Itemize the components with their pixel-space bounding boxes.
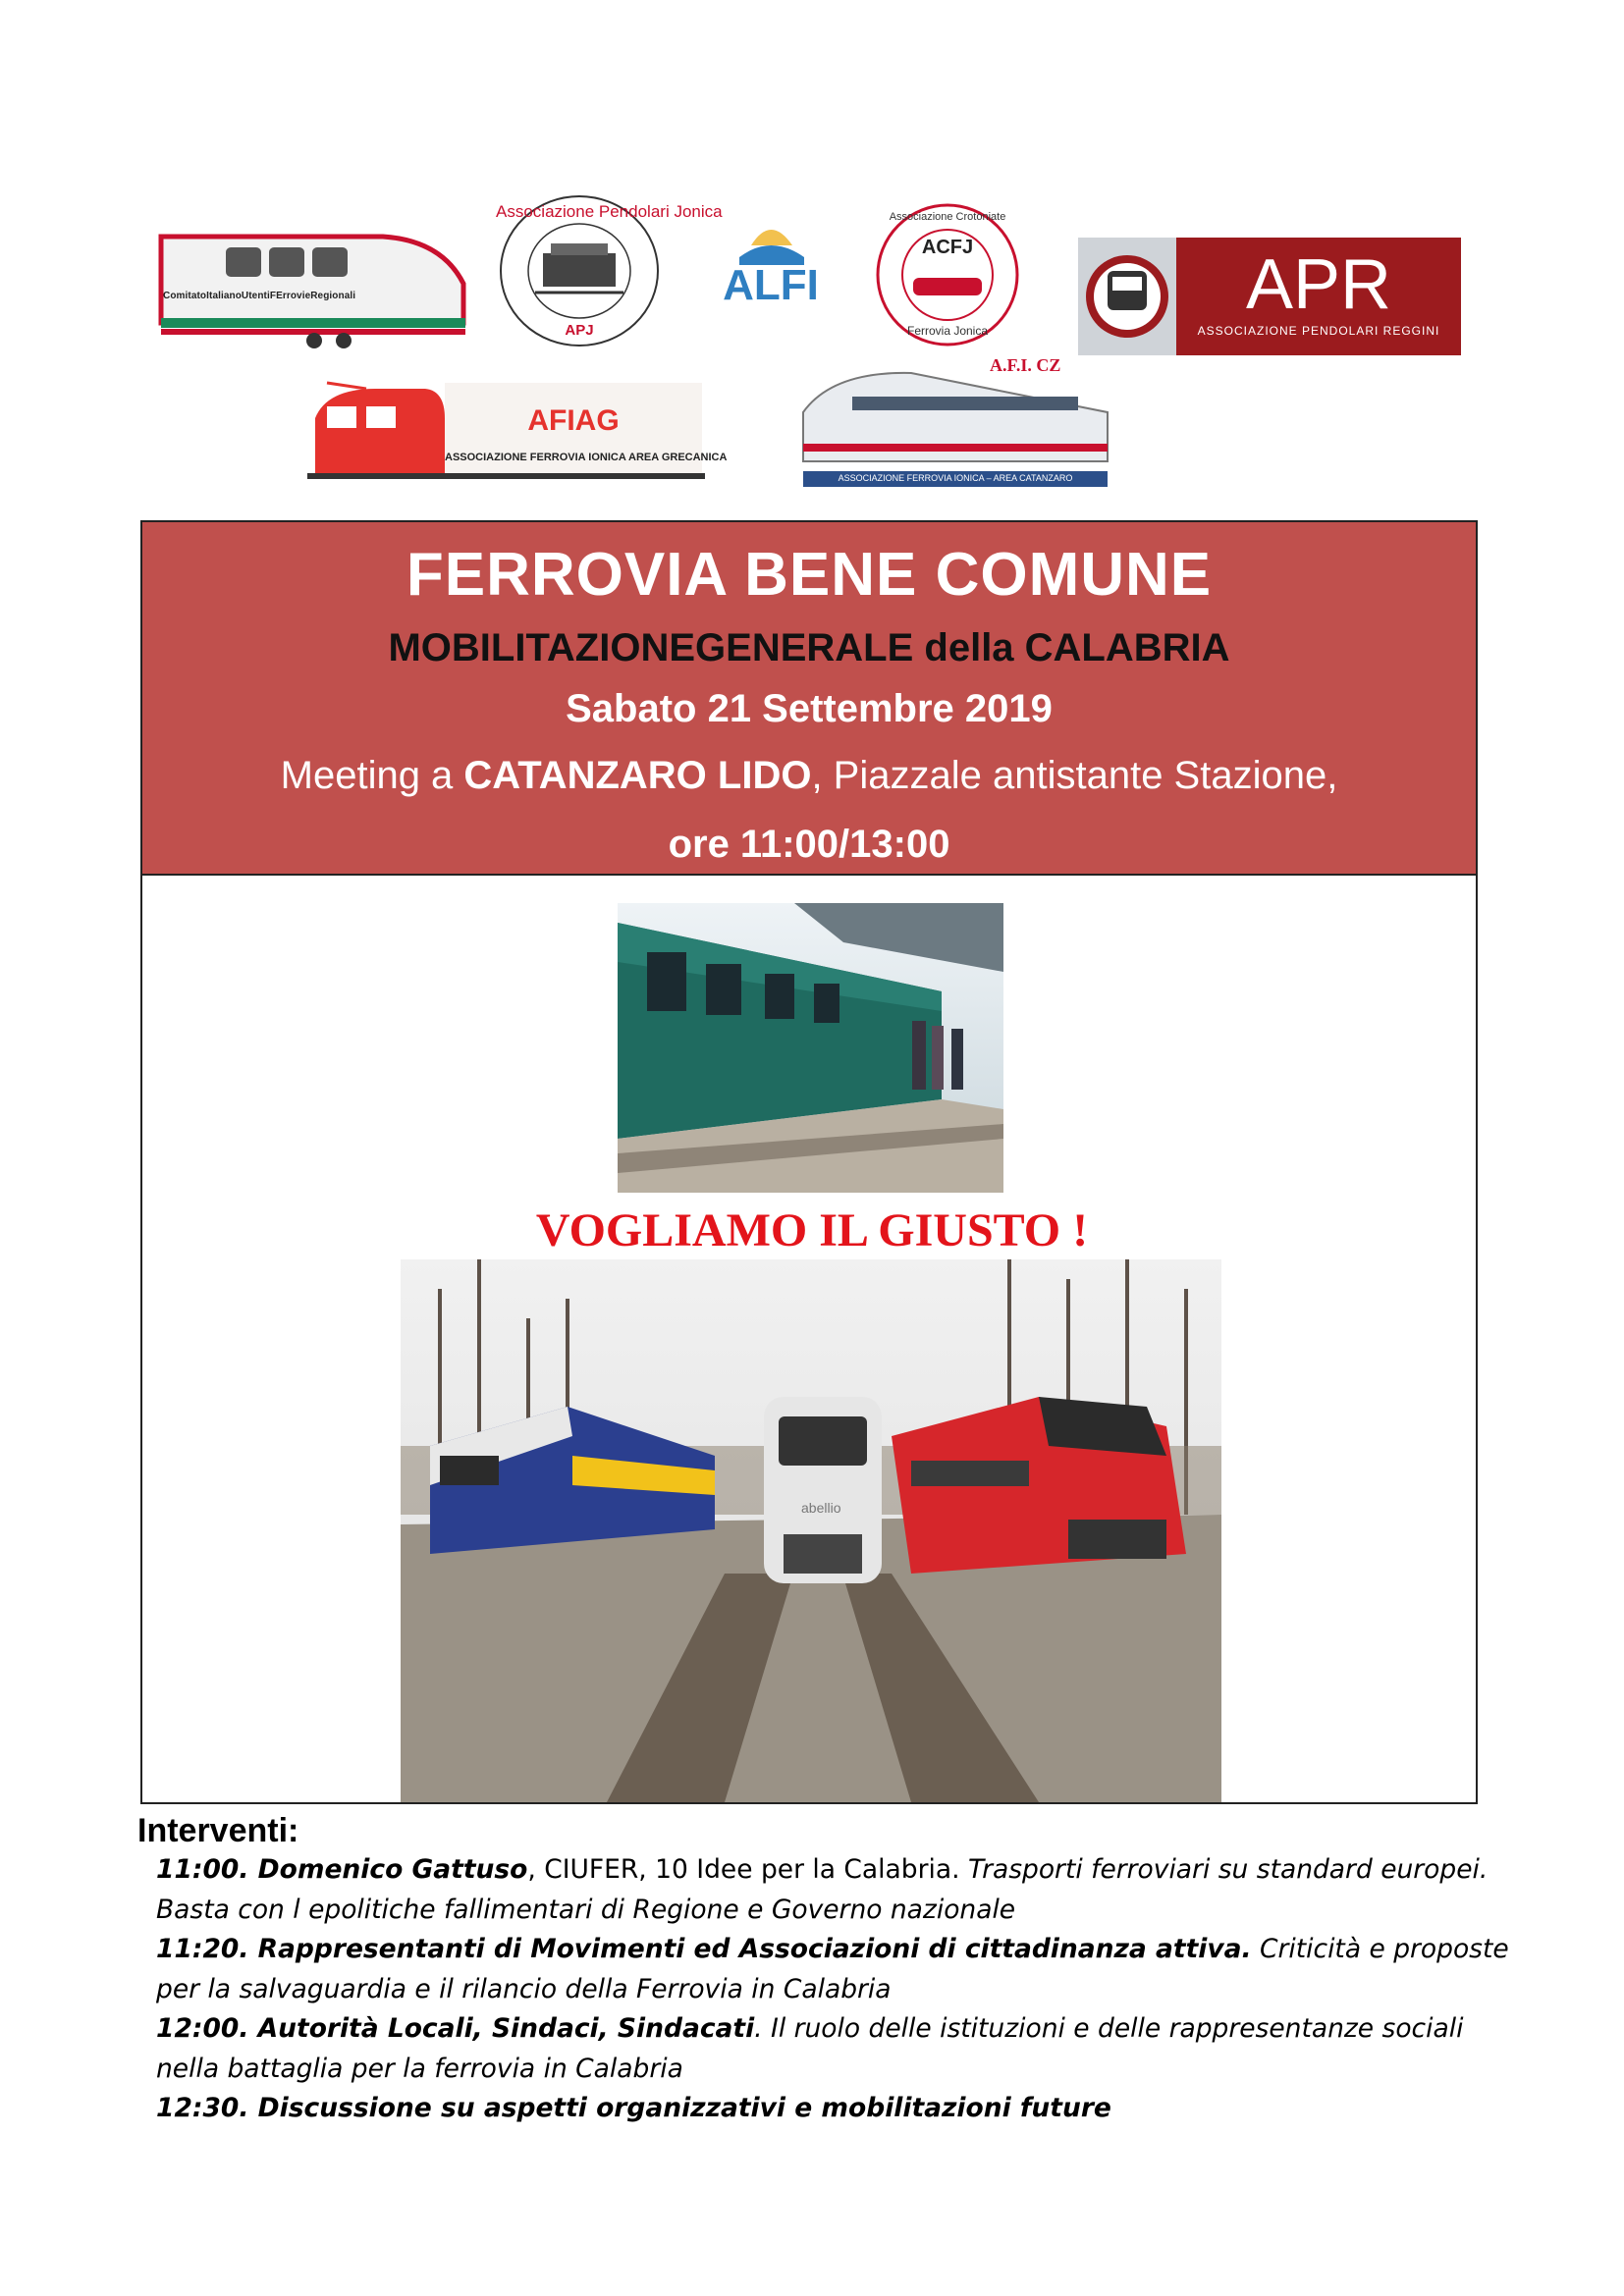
station-train-photo [618, 903, 1003, 1193]
alfi-logo [702, 206, 839, 324]
intervento-2-italic: Criticità e proposte [1251, 1934, 1509, 1964]
afiag-logo [307, 379, 728, 489]
banner-subtitle [142, 626, 1476, 670]
train-brand-label: abellio [801, 1500, 841, 1516]
apr-abbr: APR [1245, 245, 1392, 324]
intervento-2-continuation: per la salvaguardia e il rilancio della Ferrovia in Calabria [156, 1974, 892, 2004]
banner-time: ore 11:00/13:00 [668, 823, 950, 866]
afi-cz-subtitle: ASSOCIAZIONE FERROVIA IONICA – AREA CATANZARO [838, 473, 1073, 483]
slogan: VOGLIAMO IL GIUSTO ! [535, 1204, 1089, 1256]
afiag-subtitle: ASSOCIAZIONE FERROVIA IONICA AREA GRECANICA [445, 452, 728, 463]
meeting-prefix: Meeting a [280, 754, 464, 797]
intervento-2-time-name: 11:20. Rappresentanti di Movimenti ed Associazioni di cittadinanza attiva. [156, 1934, 1252, 1964]
intervento-3-line1 [156, 2009, 1463, 2049]
banner-title: FERROVIA BENE COMUNE [406, 541, 1213, 609]
intervento-3-continuation: nella battaglia per la ferrovia in Calabria [156, 2054, 683, 2084]
banner-meeting [142, 754, 1476, 798]
apj-abbr: APJ [565, 322, 594, 339]
apr-subtitle: ASSOCIAZIONE PENDOLARI REGGINI [1197, 324, 1440, 338]
intervento-1-time-name: 11:00. Domenico Gattuso [156, 1854, 528, 1885]
acfj-abbr: ACFJ [921, 237, 974, 258]
modern-trains-photo [401, 1259, 1221, 1802]
meeting-place: CATANZARO LIDO [463, 754, 812, 797]
intervento-1-plain: , CIUFER, 10 Idee per la Calabria. [527, 1854, 968, 1885]
banner-subtitle-rest: della CALABRIA [913, 626, 1230, 669]
apj-logo [496, 194, 723, 351]
intervento-3-time-name: 12:00. Autorità Locali, Sindaci, Sindacati [156, 2013, 755, 2044]
ciufer-logo [157, 225, 471, 356]
intervento-4-line1 [156, 2089, 1111, 2128]
intervento-2-line1 [156, 1930, 1509, 1969]
interventi-heading: Interventi: [137, 1812, 299, 1849]
intervento-3-line2 [156, 2050, 683, 2089]
banner-date: Sabato 21 Settembre 2019 [566, 687, 1053, 730]
intervento-4-time-name: 12:30. Discussione su aspetti organizzativi e mobilitazioni future [156, 2093, 1111, 2123]
acfj-bottom-text: Ferrovia Jonica [906, 324, 989, 338]
banner-subtitle-bold: MOBILITAZIONEGENERALE [388, 626, 914, 669]
meeting-suffix: , Piazzale antistante Stazione, [811, 754, 1338, 797]
intervento-1-line2 [156, 1891, 1015, 1930]
ciufer-logo-text: ComitatoItalianoUtentiFErrovieRegionali [163, 291, 356, 301]
intervento-1-italic: Trasporti ferroviari su standard europei. [967, 1854, 1489, 1885]
acfj-logo [874, 201, 1021, 348]
intervento-1-continuation: Basta con l epolitiche fallimentari di Regione e Governo nazionale [156, 1895, 1016, 1925]
afiag-abbr: AFIAG [527, 404, 620, 437]
alfi-name: ALFI [723, 261, 819, 309]
acfj-top-text: Associazione Crotoniate [889, 211, 1006, 223]
intervento-2-line2 [156, 1970, 892, 2009]
apr-logo [1078, 238, 1461, 355]
afi-cz-abbr: A.F.I. CZ [990, 355, 1061, 375]
event-banner [140, 520, 1478, 876]
afi-cz-logo [793, 353, 1117, 493]
intervento-3-italic: . Il ruolo delle istituzioni e delle rappresentanze sociali [754, 2013, 1464, 2044]
intervento-1-line1 [156, 1850, 1488, 1890]
apj-ring-text: Associazione Pendolari Jonica [496, 202, 723, 221]
